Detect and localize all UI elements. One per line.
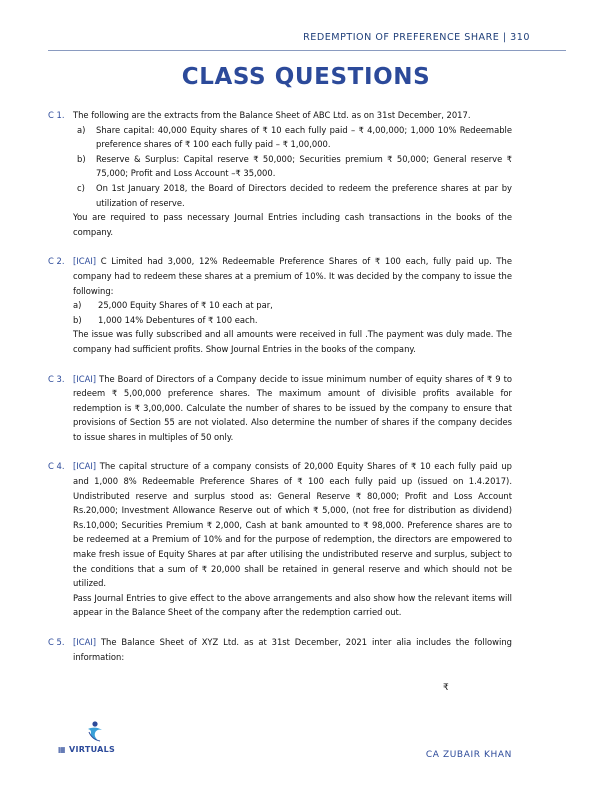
question-item	[73, 298, 512, 313]
question-c1	[48, 108, 512, 239]
question-number: C 2.	[48, 256, 65, 267]
question-closing: You are required to pass necessary Journal Entries including cash transactions in the books of the company.	[73, 212, 512, 237]
item-label: b)	[77, 153, 86, 164]
question-c3	[48, 372, 512, 445]
question-item	[73, 313, 512, 328]
source-tag: [ICAI]	[73, 256, 97, 267]
question-number: C 1.	[48, 110, 65, 120]
question-item	[73, 181, 512, 210]
item-label: a)	[73, 300, 82, 311]
source-tag: [ICAI]	[73, 461, 97, 472]
question-number: C 3.	[48, 373, 65, 384]
question-c2	[48, 254, 512, 356]
question-text: The capital structure of a company consists of 20,000 Equity Shares of ₹ 10 each fully paid up and 1,000 8% Redeemable Preference Shares of ₹ 100 each fully paid up (issued on 1.4.2017). Undistributed reserve and surplus stood as: General Reserve ₹ 80,000; Profit and Loss Account Rs.20,000; Investment Allowance Reserve out of which ₹ 5,000, (not free for distribution as dividend) Rs.10,000; Securities Premium ₹ 2,000, Cash at bank amounted to ₹ 98,000. Preference shares are to be redeemed at a Premium of 10% and for the purpose of redemption, the directors are empowered to make fresh issue of Equity Shares at par after utilising the undistributed reserve and surplus, subject to the conditions that a sum of ₹ 20,000 shall be retained in general reserve and which should not be utilized.	[73, 461, 512, 589]
page-title: CLASS QUESTIONS	[181, 64, 431, 90]
source-tag: [ICAI]	[73, 373, 97, 384]
item-label: c)	[77, 182, 85, 193]
question-intro: The following are the extracts from the Balance Sheet of ABC Ltd. as on 31st December, 2017.	[73, 110, 471, 120]
question-closing: Pass Journal Entries to give effect to the above arrangements and also show how the relevant items will appear in the Balance Sheet of the company after the redemption carried out.	[73, 592, 512, 618]
question-c5	[48, 635, 512, 664]
question-number: C 4.	[48, 461, 65, 472]
question-closing: The issue was fully subscribed and all amounts were received in full .The payment was duly made. The company had sufficient profits. Show Journal Entries in the books of the company.	[73, 329, 512, 354]
item-text: Reserve & Surplus: Capital reserve ₹ 50,000; Securities premium ₹ 50,000; General reserve ₹ 75,000; Profit and Loss Account –₹ 35,000.	[96, 153, 512, 179]
question-intro	[73, 459, 512, 590]
footer-author: CA ZUBAIR KHAN	[425, 750, 512, 760]
item-label: b)	[73, 314, 82, 325]
question-intro	[73, 372, 512, 445]
question-text: The Board of Directors of a Company decide to issue minimum number of equity shares of ₹ 9 to redeem ₹ 5,00,000 preference shares. The maximum amount of divisible profits available for redemption is ₹ 3,00,000. Calculate the number of shares to be issued by the company to ensure that provisions of Section 55 are not violated. Also determine the number of shares if the company decides to issue shares in multiples of 50 only.	[73, 373, 512, 442]
question-intro	[73, 635, 512, 664]
logo-label: VIRTUALS	[68, 745, 116, 754]
virtuals-logo	[58, 720, 128, 760]
item-label: a)	[77, 124, 86, 135]
question-number: C 5.	[48, 637, 65, 647]
question-c4	[48, 459, 512, 620]
rupee-column-header: ₹	[443, 683, 449, 693]
logo-text: ▦ VIRTUALS	[58, 745, 116, 754]
question-list	[48, 108, 512, 679]
logo-figure-icon	[86, 720, 104, 742]
source-tag: [ICAI]	[73, 637, 97, 647]
question-text: The Balance Sheet of XYZ Ltd. as at 31st December, 2021 inter alia includes the following information:	[73, 637, 512, 662]
item-text: 1,000 14% Debentures of ₹ 100 each.	[98, 314, 258, 325]
item-text: 25,000 Equity Shares of ₹ 10 each at par,	[98, 300, 273, 311]
question-text: C Limited had 3,000, 12% Redeemable Preference Shares of ₹ 100 each, fully paid up. The company had to redeem these shares at a premium of 10%. It was decided by the company to issue the following:	[73, 256, 513, 296]
header-divider	[48, 50, 566, 51]
question-item	[73, 123, 512, 152]
question-item	[73, 152, 512, 181]
question-intro	[73, 254, 512, 298]
item-text: On 1st January 2018, the Board of Directors decided to redeem the preference shares at par by utilization of reserve.	[96, 182, 512, 208]
item-text: Share capital: 40,000 Equity shares of ₹ 10 each fully paid – ₹ 4,00,000; 1,000 10% Redeemable preference shares of ₹ 100 each fully paid – ₹ 1,00,000.	[96, 124, 512, 150]
running-header: REDEMPTION OF PREFERENCE SHARE | 310	[303, 32, 530, 43]
